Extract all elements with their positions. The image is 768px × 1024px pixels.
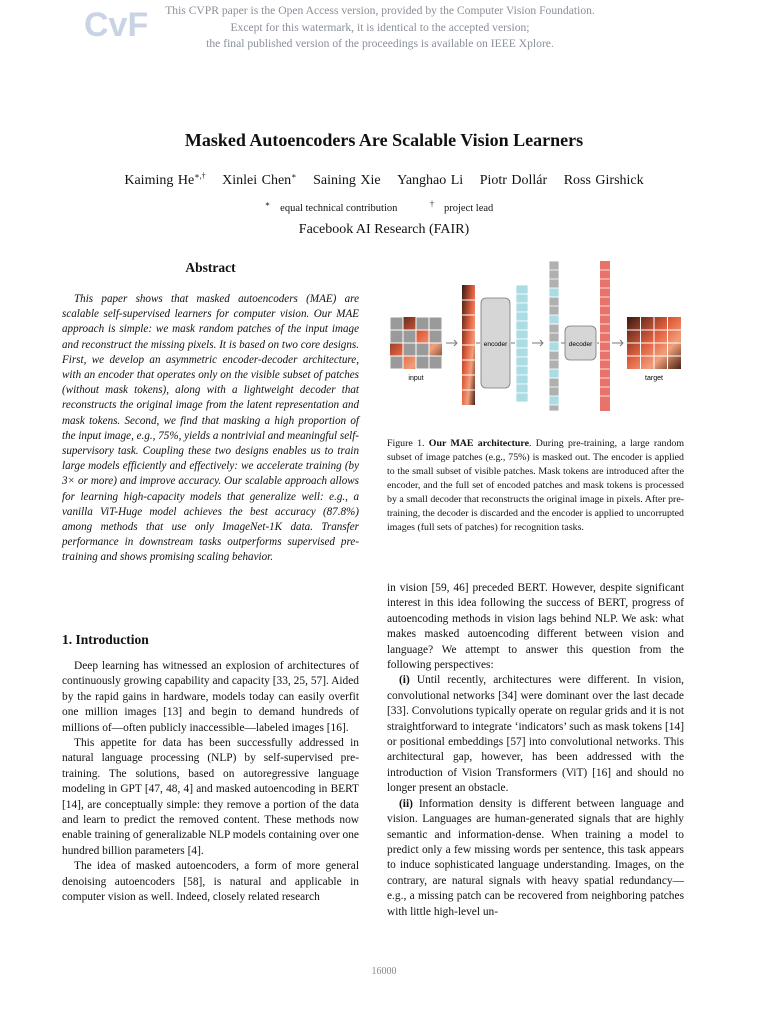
full-token-set — [549, 261, 559, 411]
page-number: 16000 — [371, 966, 397, 977]
author: Ross Girshick — [563, 172, 644, 188]
intro-paragraph: Deep learning has witnessed an explosion of architectures of continuously growing capability and capacity [33, 25, 57]. Aided by the rapid gains in hardware, models today can easily overfit one million images [13] and begin to demand hundreds of millions of—often publicly inaccessible—labeled images [16]. — [62, 660, 359, 734]
caption-title: Our MAE architecture — [428, 438, 529, 449]
cvf-logo — [84, 4, 149, 44]
affiliation: Facebook AI Research (FAIR) — [298, 222, 470, 237]
decoded-patches — [600, 261, 610, 411]
right-column-body — [387, 581, 684, 920]
body-paragraph: in vision [59, 46] preceded BERT. However, despite significant interest in this idea following the success of BERT, progress of autoencoding methods in vision lags behind NLP. We ask: what makes masked autoencoding different between vision and language? We attempt to answer this question from the following perspectives: — [387, 582, 684, 672]
note-equal: ∗ equal technical contribution — [264, 199, 398, 214]
body-paragraph: (ii) Information density is different between language and vision. Languages are human-generated signals that are highly semantic and information-dense. When training a model to predict only a few missing words per sentence, this task appears to induce sophisticated language understanding. Images, on the contrary, are natural signals with heavy spatial redundancy—e.g., a missing patch can be recovered from neighboring patches with little high-level un- — [387, 797, 684, 918]
watermark-line: Except for this watermark, it is identical to the accepted version; — [230, 20, 530, 34]
figure-1 — [387, 258, 687, 413]
watermark-notice — [150, 3, 610, 53]
cvf-logo-text: CvF — [84, 6, 149, 44]
section-heading: 1. Introduction — [62, 632, 149, 647]
author: Xinlei Chen∗ — [222, 171, 297, 188]
target-label: target — [645, 375, 663, 382]
intro-body — [62, 659, 359, 906]
abstract-body — [62, 292, 359, 566]
watermark-line: This CVPR paper is the Open Access version, provided by the Computer Vision Foundation. — [165, 4, 595, 17]
encoder-label: encoder — [483, 341, 508, 348]
author: Piotr Dollár — [479, 172, 548, 188]
abstract-heading: Abstract — [185, 260, 236, 275]
input-image — [390, 317, 442, 369]
caption-text: . During pre-training, a large random subset of image patches (e.g., 75%) is masked out. The encoder is applied to the small subset of visible patches. Mask tokens are introduced after the encoder, and the full set of encoded patches and mask tokens is processed by a small decoder that reconstructs the original image in pixels. After pre-training, the decoder is discarded and the encoder is applied to uncorrupted images (full sets of patches) for recognition tasks. — [387, 438, 684, 533]
body-paragraph: (i) Until recently, architectures were different. In vision, convolutional networks [34] were dominant over the last decade [33]. Convolutions typically operate on regular grids and it is not straightforward to integrate ‘indicators’ such as mask tokens [14] or positional embeddings [57] into convolutional networks. This architectural gap, however, has been addressed with the introduction of Vision Transformers (ViT) [16] and should no longer present an obstacle. — [387, 674, 684, 795]
encoded-patches — [516, 285, 528, 402]
target-image — [627, 317, 681, 369]
intro-paragraph: The idea of masked autoencoders, a form of more general denoising autoencoders [58], is natural and applicable in computer vision as well. Indeed, closely related research — [62, 860, 359, 904]
author: Saining Xie — [313, 172, 381, 188]
figure-caption — [387, 437, 684, 535]
author-list — [0, 171, 768, 189]
input-label: input — [408, 375, 424, 382]
intro-paragraph: This appetite for data has been successfully addressed in natural language processing (NLP) by self-supervised pre-training. The solutions, based on autoregressive language modeling in GPT [47, 48, 4] and masked autoencoding in BERT [14], are conceptually simple: they remove a portion of the data and learn to predict the removed content. These methods now enable training of generalizable NLP models containing over one hundred billion parameters [4]. — [62, 737, 359, 857]
abstract-text: This paper shows that masked autoencoders (MAE) are scalable self-supervised learners for computer vision. Our MAE approach is simple: we mask random patches of the input image and reconstruct the missing pixels. It is based on two core designs. First, we develop an asymmetric encoder-decoder architecture, with an encoder that operates only on the visible subset of patches (without mask tokens), along with a lightweight decoder that reconstructs the original image from the latent representation and mask tokens. Second, we find that masking a high proportion of the input image, e.g., 75%, yields a nontrivial and meaningful self-supervisory task. Coupling these two designs enables us to train large models efficiently and effectively: we accelerate training (by 3× or more) and improve accuracy. Our scalable approach allows for learning high-capacity models that generalize well: e.g., a vanilla ViT-Huge model achieves the best accuracy (87.8%) among methods that use only ImageNet-1K data. Transfer performance in downstream tasks outperforms supervised pre-training and shows promising scaling behavior. — [62, 293, 359, 564]
caption-label: Figure 1. — [387, 438, 425, 449]
author: Kaiming He∗,† — [124, 171, 206, 188]
note-lead: † project lead — [430, 199, 494, 214]
author: Yanghao Li — [397, 172, 464, 188]
watermark-line: the final published version of the proceedings is available on IEEE Xplore. — [206, 37, 554, 50]
paper-title: Masked Autoencoders Are Scalable Vision Learners — [184, 130, 584, 150]
visible-patches — [462, 285, 475, 405]
author-notes — [0, 199, 768, 214]
decoder-label: decoder — [568, 341, 593, 348]
